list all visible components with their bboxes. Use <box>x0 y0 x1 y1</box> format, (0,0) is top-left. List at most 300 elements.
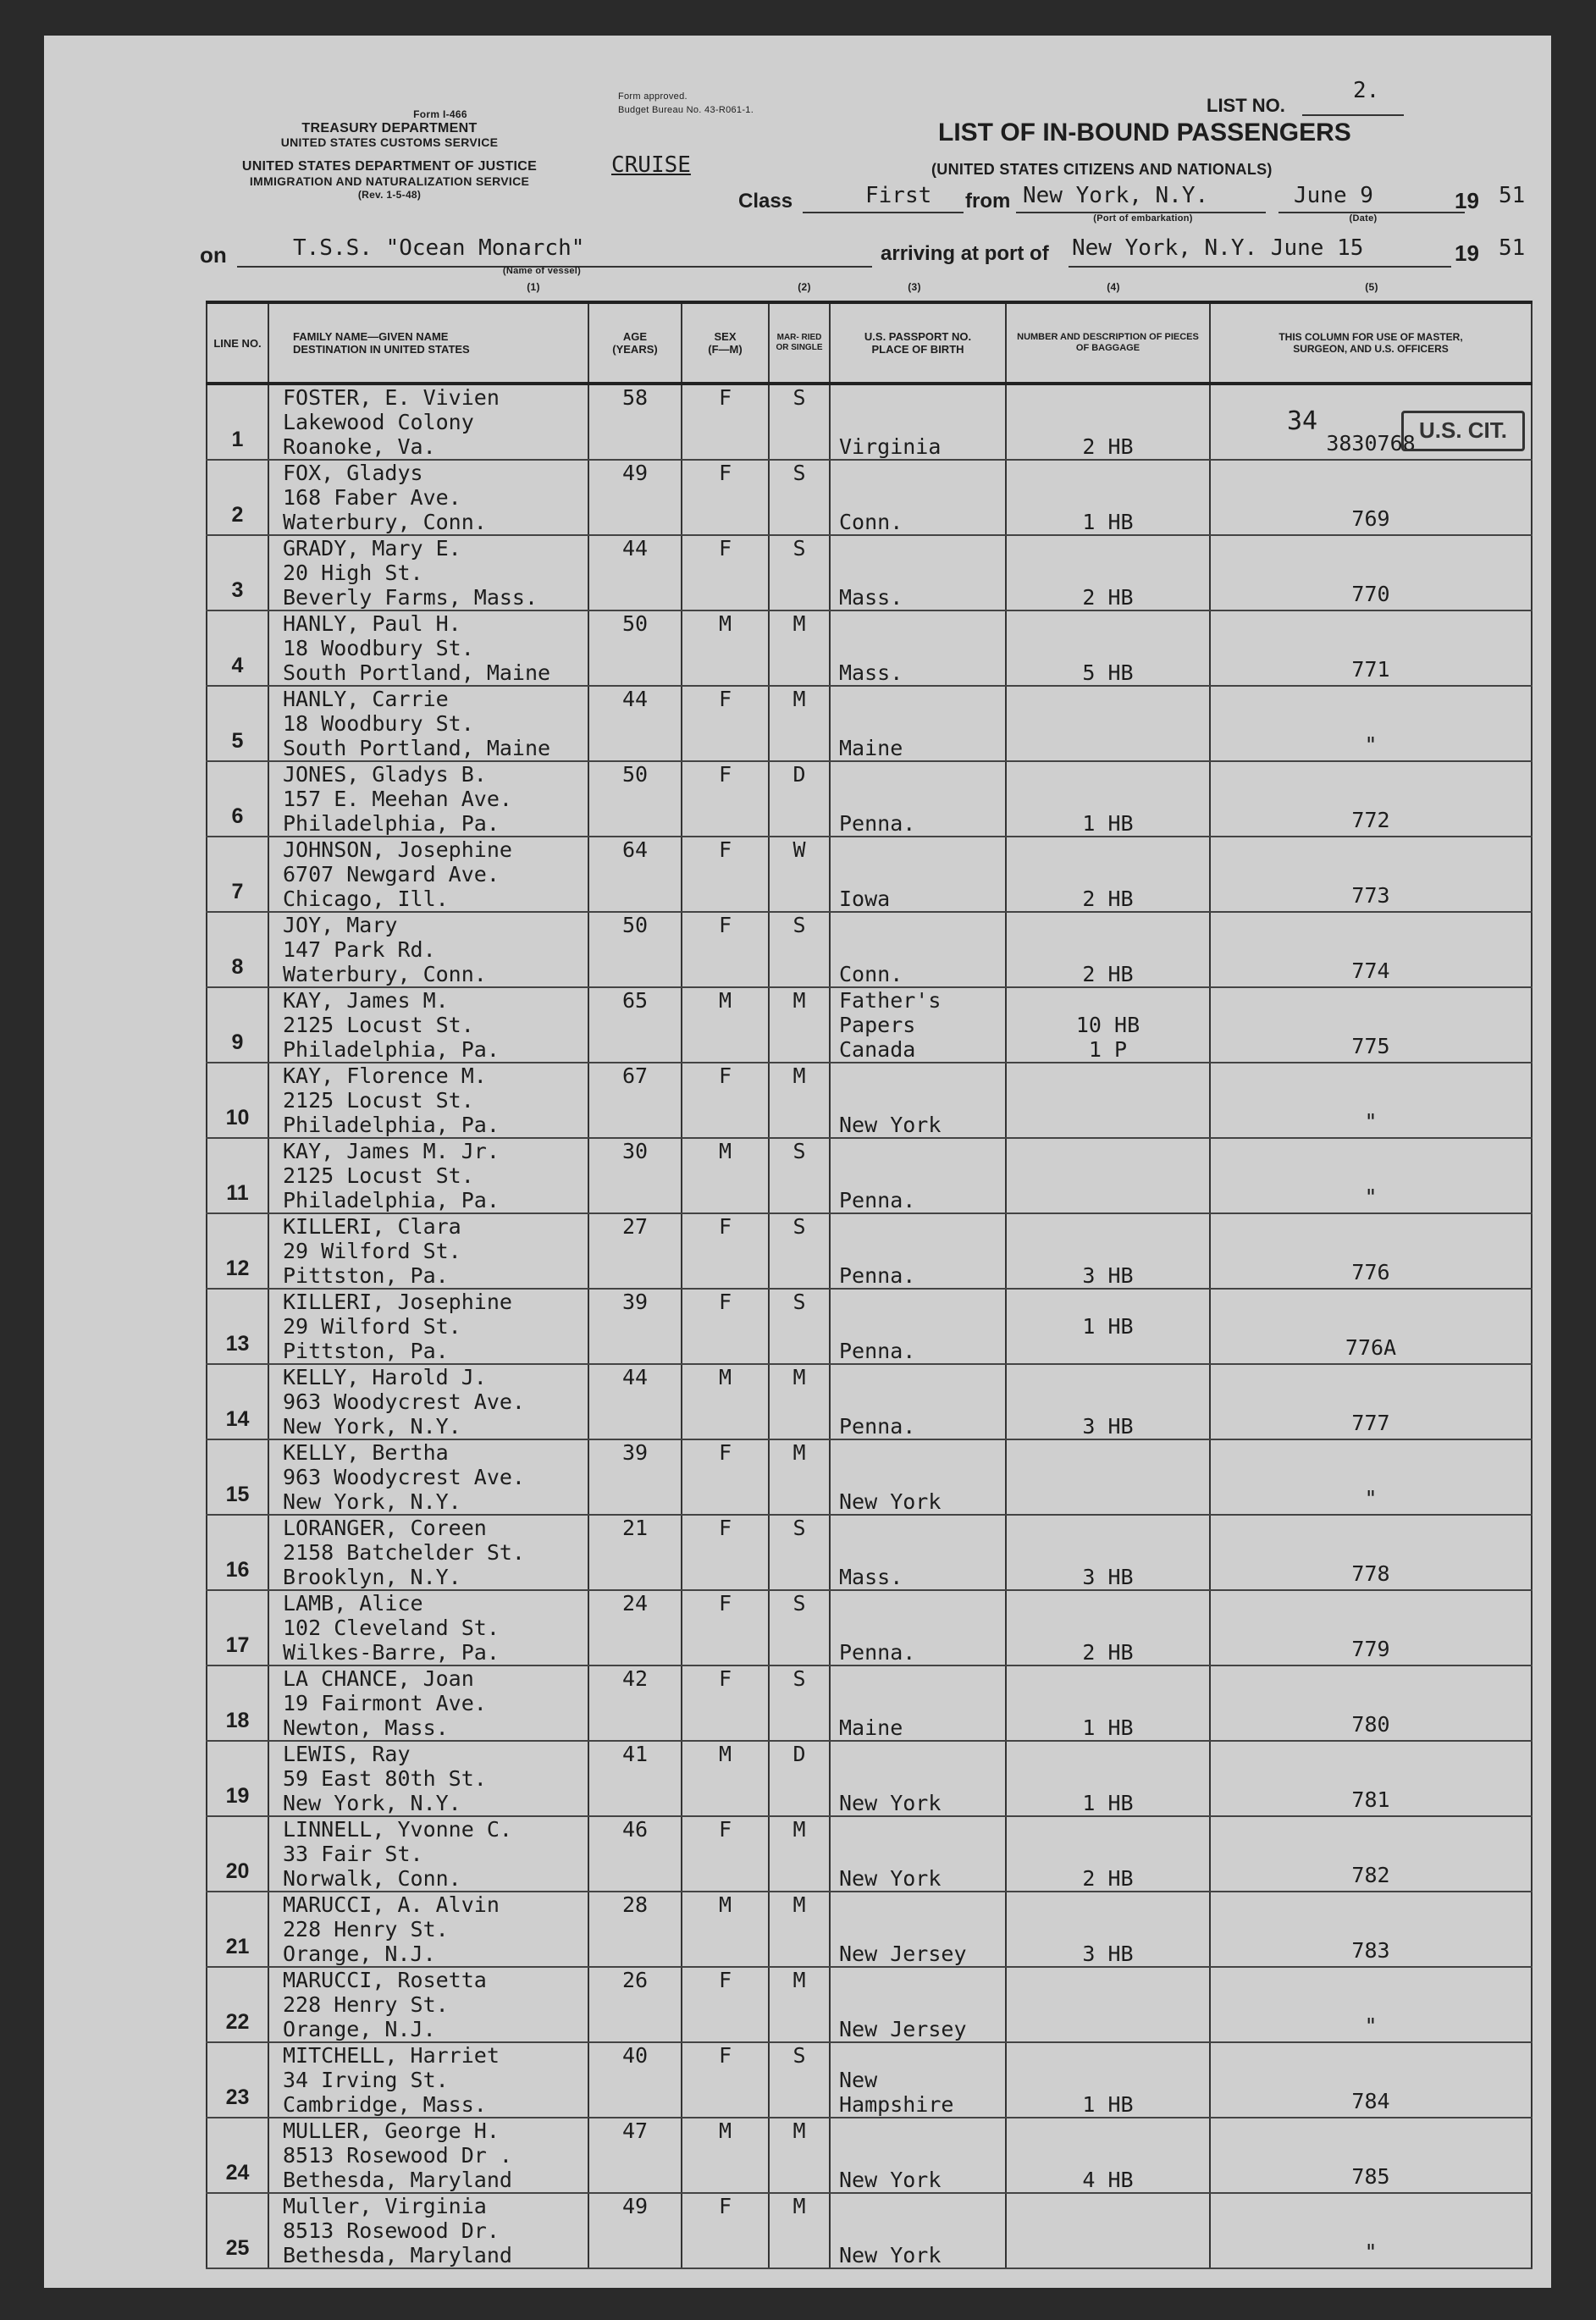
passenger-name: JONES, Gladys B. <box>283 762 487 787</box>
baggage-count <box>1007 711 1209 736</box>
officer-number: " <box>1210 1138 1532 1213</box>
passenger-name-cell <box>268 2042 588 2118</box>
list-no-value: 2. <box>1353 78 1380 103</box>
passenger-address-street: 8513 Rosewood Dr . <box>283 2143 512 2168</box>
list-no-label: LIST NO. <box>1207 95 1285 116</box>
passenger-age: 46 <box>588 1816 682 1892</box>
passport-note-2 <box>839 561 1005 585</box>
passenger-address-street: 963 Woodycrest Ave. <box>283 1465 525 1489</box>
passenger-row <box>207 384 1532 460</box>
passenger-age: 44 <box>588 1364 682 1439</box>
passenger-row <box>207 1063 1532 1138</box>
passenger-sex: F <box>682 1816 769 1892</box>
line-number: 11 <box>207 1138 268 1213</box>
passenger-address-city: Brooklyn, N.Y. <box>283 1565 461 1589</box>
passenger-name: KAY, Florence M. <box>283 1063 487 1088</box>
place-of-birth: Penna. <box>839 1414 916 1439</box>
officer-number: 772 <box>1210 761 1532 837</box>
line-number: 14 <box>207 1364 268 1439</box>
passenger-age: 40 <box>588 2042 682 2118</box>
baggage-count <box>1007 410 1209 434</box>
baggage-count <box>1007 787 1209 811</box>
passenger-name-cell <box>268 1590 588 1665</box>
officer-number: 784 <box>1210 2042 1532 2118</box>
baggage-count-2: 3 HB <box>1082 1414 1134 1439</box>
passport-note-2 <box>839 1540 1005 1565</box>
baggage-count-2: 4 HB <box>1082 2168 1134 2192</box>
baggage-count: 1 HB <box>1082 1314 1134 1339</box>
passenger-age: 27 <box>588 1213 682 1289</box>
passenger-age: 67 <box>588 1063 682 1138</box>
passport-note-2 <box>839 711 1005 736</box>
line-number: 9 <box>207 987 268 1063</box>
passenger-row <box>207 686 1532 761</box>
passenger-birthplace-cell <box>830 1439 1006 1515</box>
passenger-sex: F <box>682 460 769 535</box>
class-value: First <box>865 183 932 208</box>
baggage-count <box>1007 1465 1209 1489</box>
passenger-sex: F <box>682 1289 769 1364</box>
passenger-marital-status: M <box>769 686 830 761</box>
header-sex-2: (F—M) <box>708 343 743 356</box>
passenger-marital-status: S <box>769 1590 830 1665</box>
passenger-sex: F <box>682 1665 769 1741</box>
header-passport-1: U.S. PASSPORT NO. <box>864 330 972 343</box>
passenger-baggage-cell <box>1006 2118 1210 2193</box>
passenger-birthplace-cell <box>830 837 1006 912</box>
class-line <box>803 212 964 213</box>
passenger-age: 50 <box>588 912 682 987</box>
justice-department: UNITED STATES DEPARTMENT OF JUSTICE <box>241 159 538 174</box>
passenger-address-street: 29 Wilford St. <box>283 1239 461 1263</box>
passport-note-2 <box>839 410 1005 434</box>
passenger-address-street: 2125 Locust St. <box>283 1088 474 1113</box>
passenger-row <box>207 1138 1532 1213</box>
passenger-address-city: South Portland, Maine <box>283 660 551 685</box>
passenger-name-cell <box>268 384 588 460</box>
passport-note <box>839 1968 1005 1992</box>
passenger-baggage-cell <box>1006 686 1210 761</box>
passenger-marital-status: M <box>769 987 830 1063</box>
passenger-name-cell <box>268 1138 588 1213</box>
baggage-count <box>1007 937 1209 962</box>
officer-number: 773 <box>1210 837 1532 912</box>
header-age <box>588 302 682 384</box>
port-embarkation-caption: (Port of embarkation) <box>1093 213 1193 224</box>
line-number: 2 <box>207 460 268 535</box>
baggage-count-2: 2 HB <box>1082 887 1134 911</box>
arriving-line <box>1069 266 1451 268</box>
passport-note-2 <box>839 1239 1005 1263</box>
place-of-birth: Mass. <box>839 585 903 610</box>
passport-note-2 <box>839 636 1005 660</box>
passenger-birthplace-cell <box>830 912 1006 987</box>
line-number: 16 <box>207 1515 268 1590</box>
passenger-birthplace-cell <box>830 1063 1006 1138</box>
passenger-name: MARUCCI, Rosetta <box>283 1968 487 1992</box>
passenger-age: 26 <box>588 1967 682 2042</box>
passenger-marital-status: S <box>769 1138 830 1213</box>
passenger-name: KELLY, Bertha <box>283 1440 449 1465</box>
baggage-count-2: 3 HB <box>1082 1565 1134 1589</box>
line-number: 6 <box>207 761 268 837</box>
passport-note-2 <box>839 1917 1005 1942</box>
header-age-2: (YEARS) <box>612 343 658 356</box>
line-number: 12 <box>207 1213 268 1289</box>
passenger-age: 44 <box>588 686 682 761</box>
baggage-count <box>1007 2143 1209 2168</box>
header-sex-1: SEX <box>714 330 737 343</box>
passenger-birthplace-cell <box>830 1590 1006 1665</box>
passport-note-2 <box>839 485 1005 510</box>
line-number: 10 <box>207 1063 268 1138</box>
passport-note <box>839 1365 1005 1389</box>
baggage-count-2: 1 HB <box>1082 510 1134 534</box>
place-of-birth: New Jersey <box>839 1942 967 1966</box>
officer-number: 781 <box>1210 1741 1532 1816</box>
form-approved: Form approved. <box>618 91 688 102</box>
baggage-count-2: 1 HB <box>1082 2092 1134 2117</box>
header-passport-2: PLACE OF BIRTH <box>871 343 964 356</box>
passenger-row <box>207 2042 1532 2118</box>
baggage-count-2: 3 HB <box>1082 1263 1134 1288</box>
passenger-sex: M <box>682 2118 769 2193</box>
baggage-count <box>1007 1239 1209 1263</box>
passenger-address-city: Bethesda, Maryland <box>283 2243 512 2268</box>
immigration-service: IMMIGRATION AND NATURALIZATION SERVICE <box>249 174 530 188</box>
passenger-marital-status: S <box>769 912 830 987</box>
passport-note-2 <box>839 1616 1005 1640</box>
header-sex <box>682 302 769 384</box>
passenger-row <box>207 1892 1532 1967</box>
passenger-address-city: Cambridge, Mass. <box>283 2092 487 2117</box>
passenger-name-cell <box>268 1063 588 1138</box>
passenger-address-city: New York, N.Y. <box>283 1489 461 1514</box>
passport-note <box>839 2118 1005 2143</box>
passenger-address-street: 59 East 80th St. <box>283 1766 487 1791</box>
passenger-address-city: New York, N.Y. <box>283 1791 461 1815</box>
form-revision: (Rev. 1-5-48) <box>357 189 422 201</box>
passport-note-2: New <box>839 2068 878 2092</box>
passenger-table <box>206 301 1532 2269</box>
passenger-sex: M <box>682 1138 769 1213</box>
passport-note-2 <box>839 1842 1005 1866</box>
passenger-address-street: 228 Henry St. <box>283 1917 449 1942</box>
passenger-baggage-cell <box>1006 460 1210 535</box>
baggage-count <box>1007 561 1209 585</box>
passenger-address-city: Beverly Farms, Mass. <box>283 585 538 610</box>
passport-note: Father's <box>839 988 942 1013</box>
table-header-row <box>207 302 1532 384</box>
passenger-row <box>207 1590 1532 1665</box>
baggage-count <box>1007 2068 1209 2092</box>
place-of-birth: New York <box>839 1489 942 1514</box>
passenger-address-street: 228 Henry St. <box>283 1992 449 2017</box>
passenger-row <box>207 912 1532 987</box>
customs-service: UNITED STATES CUSTOMS SERVICE <box>280 135 499 149</box>
list-no-line <box>1302 114 1404 116</box>
passenger-sex: F <box>682 535 769 610</box>
passport-note <box>839 1290 1005 1314</box>
passport-note-2 <box>839 1314 1005 1339</box>
passenger-address-street: 29 Wilford St. <box>283 1314 461 1339</box>
passenger-address-city: Orange, N.J. <box>283 2017 436 2041</box>
passenger-row <box>207 2118 1532 2193</box>
passport-note-2 <box>839 1465 1005 1489</box>
baggage-count <box>1007 2218 1209 2243</box>
place-of-birth: New York <box>839 2243 942 2268</box>
arriving-year: 51 <box>1499 235 1526 261</box>
passenger-name: KILLERI, Josephine <box>283 1290 512 1314</box>
passenger-sex: F <box>682 1967 769 2042</box>
passenger-sex: F <box>682 837 769 912</box>
passenger-row <box>207 1816 1532 1892</box>
officer-number: 778 <box>1210 1515 1532 1590</box>
passenger-address-city: Philadelphia, Pa. <box>283 811 500 836</box>
passport-note <box>839 1214 1005 1239</box>
passenger-address-street: 8513 Rosewood Dr. <box>283 2218 500 2243</box>
passenger-name: JOY, Mary <box>283 913 398 937</box>
treasury-department: TREASURY DEPARTMENT <box>301 121 478 135</box>
passenger-address-street: 2158 Batchelder St. <box>283 1540 525 1565</box>
passenger-address-city: South Portland, Maine <box>283 736 551 760</box>
passenger-baggage-cell <box>1006 2042 1210 2118</box>
passenger-birthplace-cell <box>830 2042 1006 2118</box>
officer-top-number: 34 <box>1287 406 1318 436</box>
header-line-no: LINE NO. <box>207 302 268 384</box>
passport-note <box>839 2043 1005 2068</box>
passenger-name: FOX, Gladys <box>283 461 423 485</box>
line-number: 23 <box>207 2042 268 2118</box>
passenger-baggage-cell <box>1006 987 1210 1063</box>
passenger-birthplace-cell <box>830 987 1006 1063</box>
passenger-row <box>207 837 1532 912</box>
officer-number: 3830768 <box>1210 384 1532 460</box>
passenger-sex: F <box>682 1439 769 1515</box>
passenger-name: MULLER, George H. <box>283 2118 500 2143</box>
passenger-name: MARUCCI, A. Alvin <box>283 1892 500 1917</box>
embark-century: 19 <box>1455 188 1479 213</box>
passenger-name: LINNELL, Yvonne C. <box>283 1817 512 1842</box>
passenger-sex: F <box>682 912 769 987</box>
passenger-birthplace-cell <box>830 686 1006 761</box>
passport-note <box>839 1440 1005 1465</box>
passenger-birthplace-cell <box>830 1138 1006 1213</box>
passenger-birthplace-cell <box>830 1741 1006 1816</box>
passenger-name-cell <box>268 912 588 987</box>
passenger-address-street: 18 Woodbury St. <box>283 636 474 660</box>
line-number: 24 <box>207 2118 268 2193</box>
header-officers: THIS COLUMN FOR USE OF MASTER, SURGEON, AND U.S. OFFICERS <box>1210 302 1532 384</box>
passenger-name-cell <box>268 1816 588 1892</box>
passenger-name: LA CHANCE, Joan <box>283 1666 474 1691</box>
passenger-marital-status: M <box>769 1364 830 1439</box>
baggage-count-2: 2 HB <box>1082 1640 1134 1665</box>
officer-number: 783 <box>1210 1892 1532 1967</box>
vessel-col-number: (1) <box>527 281 540 293</box>
officer-number: 775 <box>1210 987 1532 1063</box>
line-number: 8 <box>207 912 268 987</box>
passport-note <box>839 687 1005 711</box>
passport-note <box>839 762 1005 787</box>
passenger-name-cell <box>268 686 588 761</box>
passenger-birthplace-cell <box>830 1289 1006 1364</box>
passport-note-2 <box>839 862 1005 887</box>
passenger-row <box>207 1289 1532 1364</box>
passenger-address-city: Newton, Mass. <box>283 1715 449 1740</box>
passenger-name: LAMB, Alice <box>283 1591 423 1616</box>
passport-note-2 <box>839 937 1005 962</box>
passenger-marital-status: M <box>769 2193 830 2268</box>
baggage-count <box>1007 1088 1209 1113</box>
line-number: 20 <box>207 1816 268 1892</box>
document-title: LIST OF IN-BOUND PASSENGERS <box>938 119 1351 146</box>
passenger-address-city: Philadelphia, Pa. <box>283 1113 500 1137</box>
passenger-marital-status: M <box>769 1892 830 1967</box>
passport-note-2 <box>839 1992 1005 2017</box>
passenger-address-street: Lakewood Colony <box>283 410 474 434</box>
place-of-birth: Iowa <box>839 887 891 911</box>
passenger-address-city: Waterbury, Conn. <box>283 962 487 986</box>
passenger-age: 28 <box>588 1892 682 1967</box>
passenger-address-street: 157 E. Meehan Ave. <box>283 787 512 811</box>
col-number-3: (3) <box>908 281 921 293</box>
passport-note <box>839 1892 1005 1917</box>
passenger-row <box>207 1213 1532 1289</box>
passenger-birthplace-cell <box>830 2193 1006 2268</box>
line-number: 1 <box>207 384 268 460</box>
passenger-marital-status: S <box>769 1665 830 1741</box>
passenger-address-street: 33 Fair St. <box>283 1842 423 1866</box>
passenger-age: 39 <box>588 1439 682 1515</box>
passenger-row <box>207 1515 1532 1590</box>
passenger-baggage-cell <box>1006 912 1210 987</box>
passenger-baggage-cell <box>1006 1967 1210 2042</box>
passport-note <box>839 1666 1005 1691</box>
header-age-1: AGE <box>622 330 648 343</box>
passenger-sex: F <box>682 1590 769 1665</box>
passenger-marital-status: D <box>769 1741 830 1816</box>
passenger-name-cell <box>268 535 588 610</box>
line-number: 5 <box>207 686 268 761</box>
from-value: New York, N.Y. <box>1023 183 1209 208</box>
passenger-birthplace-cell <box>830 1967 1006 2042</box>
passport-note <box>839 385 1005 410</box>
place-of-birth: Penna. <box>839 1339 916 1363</box>
passport-note <box>839 837 1005 862</box>
passenger-birthplace-cell <box>830 1892 1006 1967</box>
passenger-baggage-cell <box>1006 1439 1210 1515</box>
officer-number: 785 <box>1210 2118 1532 2193</box>
line-number: 15 <box>207 1439 268 1515</box>
place-of-birth: Conn. <box>839 962 903 986</box>
passport-note <box>839 913 1005 937</box>
passport-note-2 <box>839 2143 1005 2168</box>
on-label: on <box>200 242 227 268</box>
baggage-count <box>1007 1691 1209 1715</box>
passenger-baggage-cell <box>1006 535 1210 610</box>
baggage-count: 10 HB <box>1075 1013 1140 1037</box>
passport-note <box>839 1516 1005 1540</box>
officer-number: 780 <box>1210 1665 1532 1741</box>
passenger-baggage-cell <box>1006 1213 1210 1289</box>
passenger-name-cell <box>268 837 588 912</box>
baggage-count-2: 1 HB <box>1082 1791 1134 1815</box>
passenger-sex: M <box>682 987 769 1063</box>
passport-note <box>839 461 1005 485</box>
officer-number: 771 <box>1210 610 1532 686</box>
baggage-count <box>1007 1842 1209 1866</box>
passenger-sex: F <box>682 1213 769 1289</box>
passenger-name: HANLY, Carrie <box>283 687 449 711</box>
passenger-sex: F <box>682 2042 769 2118</box>
passenger-address-city: Philadelphia, Pa. <box>283 1188 500 1212</box>
baggage-count <box>1007 1992 1209 2017</box>
officer-number: 774 <box>1210 912 1532 987</box>
passenger-row <box>207 1741 1532 1816</box>
col-number-4: (4) <box>1107 281 1120 293</box>
passport-note-2 <box>839 1766 1005 1791</box>
passenger-age: 50 <box>588 610 682 686</box>
passenger-address-city: Chicago, Ill. <box>283 887 449 911</box>
passenger-name: Muller, Virginia <box>283 2194 487 2218</box>
passenger-address-street: 19 Fairmont Ave. <box>283 1691 487 1715</box>
officer-number: " <box>1210 686 1532 761</box>
passenger-birthplace-cell <box>830 761 1006 837</box>
passenger-age: 49 <box>588 2193 682 2268</box>
passport-note-2 <box>839 2218 1005 2243</box>
baggage-count-2: 2 HB <box>1082 1866 1134 1891</box>
passenger-marital-status: M <box>769 610 830 686</box>
line-number: 13 <box>207 1289 268 1364</box>
cruise-label: CRUISE <box>611 152 691 178</box>
passenger-marital-status: M <box>769 1063 830 1138</box>
officer-number: 776 <box>1210 1213 1532 1289</box>
passenger-name-cell <box>268 1665 588 1741</box>
passport-note-2 <box>839 787 1005 811</box>
place-of-birth: Penna. <box>839 1263 916 1288</box>
passenger-marital-status: S <box>769 1289 830 1364</box>
line-number: 3 <box>207 535 268 610</box>
officer-number: 770 <box>1210 535 1532 610</box>
passport-note-2 <box>839 1088 1005 1113</box>
baggage-count <box>1007 1616 1209 1640</box>
baggage-count-2: 3 HB <box>1082 1942 1134 1966</box>
baggage-count-2: 2 HB <box>1082 962 1134 986</box>
place-of-birth: New York <box>839 1791 942 1815</box>
passport-note-2 <box>839 1691 1005 1715</box>
baggage-count <box>1007 1766 1209 1791</box>
passenger-marital-status: W <box>769 837 830 912</box>
passenger-sex: F <box>682 2193 769 2268</box>
passenger-marital-status: M <box>769 2118 830 2193</box>
passenger-name-cell <box>268 2193 588 2268</box>
passenger-marital-status: M <box>769 1439 830 1515</box>
passenger-age: 65 <box>588 987 682 1063</box>
header-married: MAR- RIED OR SINGLE <box>769 302 830 384</box>
budget-bureau: Budget Bureau No. 43-R061-1. <box>618 105 754 115</box>
passenger-address-street: 34 Irving St. <box>283 2068 449 2092</box>
baggage-count <box>1007 1917 1209 1942</box>
passenger-marital-status: S <box>769 1213 830 1289</box>
passport-note <box>839 2194 1005 2218</box>
passenger-birthplace-cell <box>830 610 1006 686</box>
passport-note-2 <box>839 1163 1005 1188</box>
baggage-count <box>1007 485 1209 510</box>
officer-number: 777 <box>1210 1364 1532 1439</box>
baggage-count-2: 1 P <box>1088 1037 1128 1062</box>
passenger-marital-status: S <box>769 384 830 460</box>
